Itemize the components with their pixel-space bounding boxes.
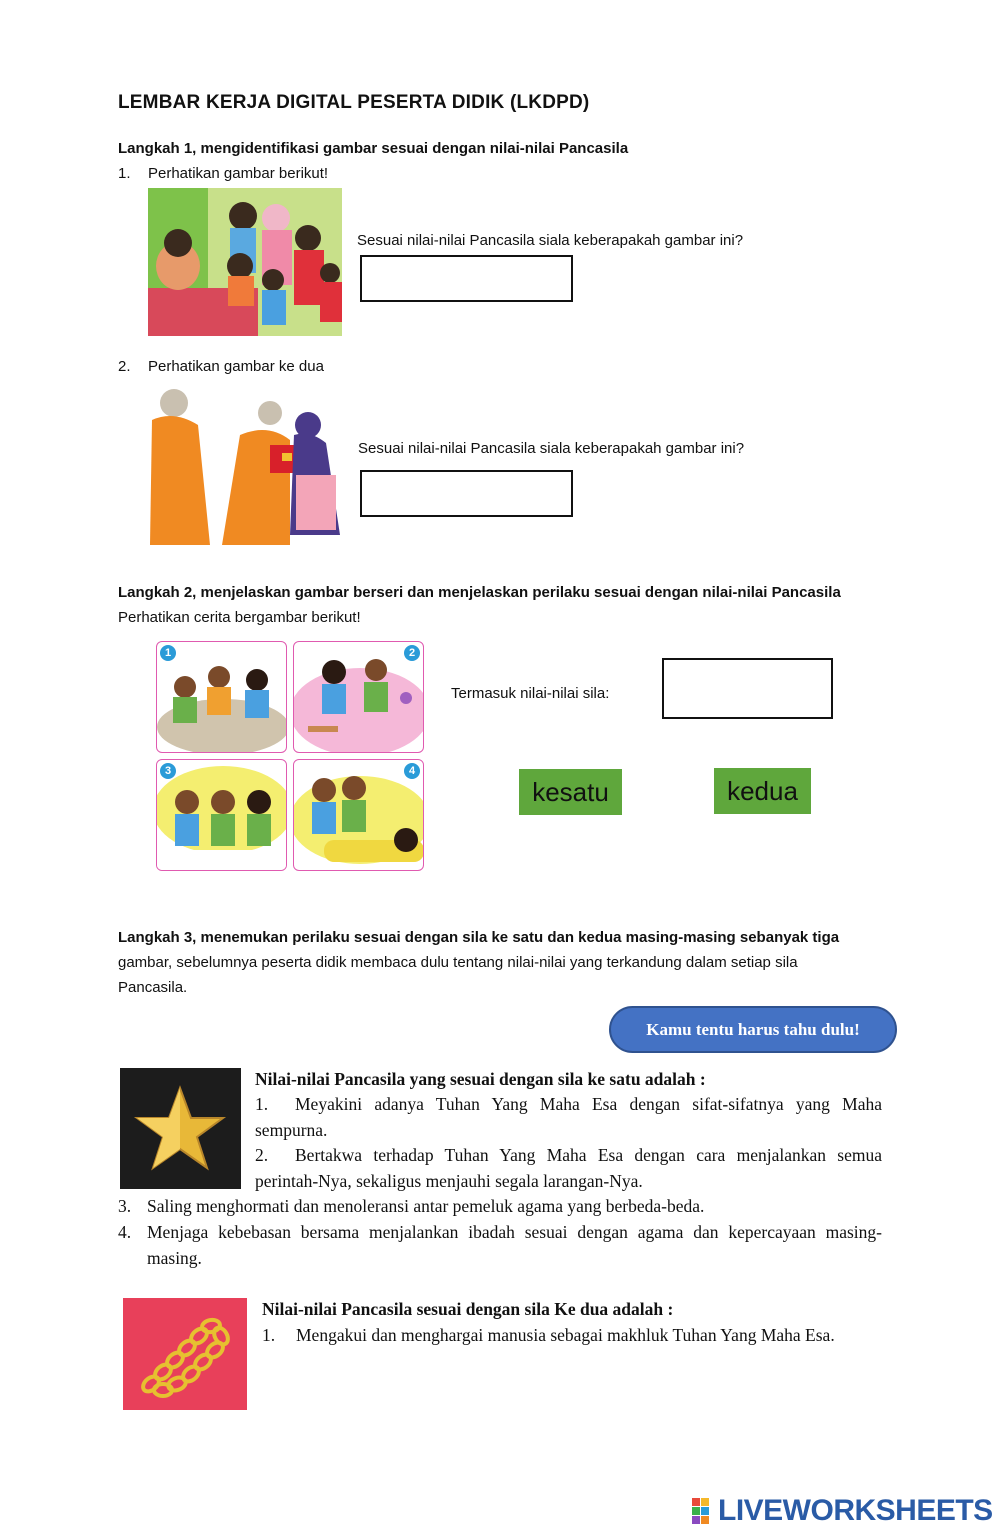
item-number: 1. bbox=[118, 165, 131, 182]
sila1-heading: Nilai-nilai Pancasila yang sesuai dengan sila ke satu adalah : bbox=[255, 1069, 706, 1089]
sila1-item-4 bbox=[118, 1220, 882, 1271]
step3-line2: gambar, sebelumnya peserta didik membaca dulu tentang nilai-nilai yang terkandung dalam setiap sila bbox=[118, 954, 798, 971]
panel-number-badge: 4 bbox=[404, 763, 420, 779]
chain-icon bbox=[123, 1298, 247, 1410]
step1-item2 bbox=[118, 358, 324, 375]
item-number: 1. bbox=[255, 1094, 269, 1114]
item-text: Mengakui dan menghargai manusia sebagai makhluk Tuhan Yang Maha Esa. bbox=[296, 1325, 835, 1345]
item-text: Perhatikan gambar ke dua bbox=[148, 358, 324, 375]
step2-heading: Langkah 2, menjelaskan gambar berseri dan menjelaskan perilaku sesuai dengan nilai-nilai Pancasila bbox=[118, 584, 841, 601]
item-text: Menjaga kebebasan bersama menjalankan ibadah sesuai dengan agama dan kepercayaan masing-masing. bbox=[147, 1222, 882, 1268]
step1-question2: Sesuai nilai-nilai Pancasila siala keberapakah gambar ini? bbox=[358, 440, 745, 457]
liveworksheets-logo-icon bbox=[692, 1498, 718, 1524]
item-text: Meyakini adanya Tuhan Yang Maha Esa dengan sifat-sifatnya yang Maha sempurna. bbox=[255, 1094, 882, 1140]
star-icon bbox=[120, 1068, 241, 1189]
step1-question1: Sesuai nilai-nilai Pancasila siala keberapakah gambar ini? bbox=[357, 232, 744, 249]
step2-subtext: Perhatikan cerita bergambar berikut! bbox=[118, 609, 361, 626]
step3-line3: Pancasila. bbox=[118, 979, 188, 996]
panel-number-badge: 2 bbox=[404, 645, 420, 661]
panel-number-badge: 3 bbox=[160, 763, 176, 779]
sila2-heading: Nilai-nilai Pancasila sesuai dengan sila Ke dua adalah : bbox=[262, 1299, 674, 1319]
answer-box-3[interactable] bbox=[662, 658, 833, 719]
info-pill-button[interactable]: Kamu tentu harus tahu dulu! bbox=[609, 1006, 897, 1053]
sila1-item-1 bbox=[255, 1092, 882, 1143]
monks-gift-illustration bbox=[150, 385, 342, 547]
item-number: 2. bbox=[118, 358, 131, 375]
kids-temple-illustration bbox=[294, 642, 424, 753]
story-panel-4 bbox=[293, 759, 424, 871]
answer-box-1[interactable] bbox=[360, 255, 573, 302]
step2-question: Termasuk nilai-nilai sila: bbox=[451, 685, 610, 702]
sila1-item-3 bbox=[118, 1194, 882, 1220]
kid-sick-illustration bbox=[294, 760, 424, 871]
item-text: Saling menghormati dan menoleransi antar pemeluk agama yang berbeda-beda. bbox=[147, 1196, 705, 1216]
story-panel-1 bbox=[156, 641, 287, 753]
item-number: 2. bbox=[255, 1145, 269, 1165]
step3-heading: Langkah 3, menemukan perilaku sesuai dengan sila ke satu dan kedua masing-masing sebanyak tiga bbox=[118, 929, 840, 946]
item-text: Bertakwa terhadap Tuhan Yang Maha Esa dengan cara menjalankan semua perintah-Nya, sekaligus menjauhi segala larangan-Nya. bbox=[255, 1145, 882, 1191]
option-kedua-button[interactable]: kedua bbox=[714, 768, 811, 814]
panel-number-badge: 1 bbox=[160, 645, 176, 661]
answer-box-2[interactable] bbox=[360, 470, 573, 517]
sila1-item-2 bbox=[255, 1143, 882, 1194]
story-panel-3 bbox=[156, 759, 287, 871]
liveworksheets-brand: LIVEWORKSHEETS bbox=[718, 1494, 993, 1527]
item-text: Perhatikan gambar berikut! bbox=[148, 165, 329, 182]
story-panel-2 bbox=[293, 641, 424, 753]
item-number: 4. bbox=[118, 1222, 132, 1242]
sila2-item-1 bbox=[262, 1323, 882, 1349]
visiting-sick-friend-illustration bbox=[148, 188, 342, 336]
page-title: LEMBAR KERJA DIGITAL PESERTA DIDIK (LKDPD) bbox=[118, 92, 590, 113]
step1-item1 bbox=[118, 165, 328, 182]
item-number: 1. bbox=[262, 1325, 276, 1345]
item-number: 3. bbox=[118, 1196, 132, 1216]
option-kesatu-button[interactable]: kesatu bbox=[519, 769, 622, 815]
step1-heading: Langkah 1, mengidentifikasi gambar sesuai dengan nilai-nilai Pancasila bbox=[118, 140, 629, 157]
kids-eating-illustration bbox=[157, 760, 287, 871]
kids-playing-illustration bbox=[157, 642, 287, 753]
liveworksheets-logo bbox=[692, 1494, 993, 1528]
